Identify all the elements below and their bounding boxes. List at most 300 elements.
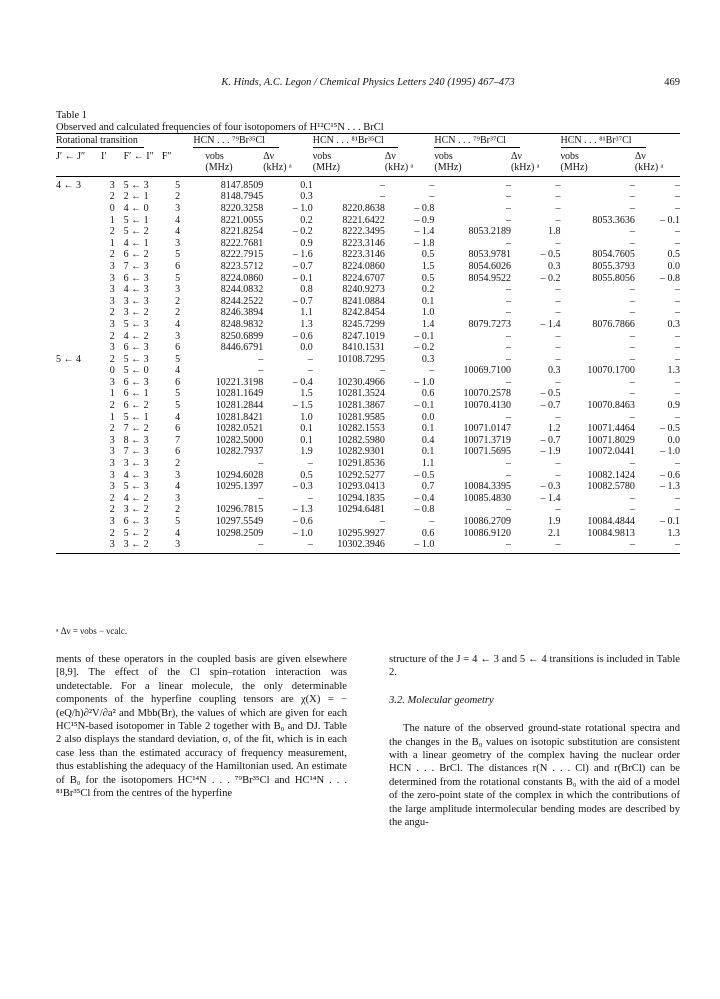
table-cell: 8222.3495 (342, 226, 385, 238)
table-cell: 1.9 (300, 446, 313, 458)
table-cell: 8224.0860 (220, 272, 264, 284)
table-cell: – (629, 353, 635, 365)
col-header-vobs: νobs (560, 150, 579, 162)
table-cell: – (629, 226, 635, 238)
table-row (56, 528, 680, 540)
table-cell: – 0.2 (414, 342, 435, 354)
table-cell: – (379, 191, 385, 203)
table-cell: – (429, 365, 435, 377)
table-cell: 8242.8454 (342, 307, 385, 319)
table-cell: 3 (109, 516, 115, 527)
table-cell: 5 ← 3 (123, 481, 149, 493)
table-cell: – (505, 179, 511, 191)
table-cell: 1.3 (667, 365, 680, 377)
column-header-row (56, 149, 680, 163)
table-cell: – (675, 458, 680, 470)
table-row (56, 342, 680, 354)
unit-khz: (kHz) ᵃ (263, 162, 313, 176)
table-cell: 1.1 (300, 307, 313, 319)
table-cell: 2 (109, 249, 115, 261)
table-cell: 1.0 (421, 307, 435, 319)
table-cell: – (675, 191, 680, 203)
table-row (56, 238, 680, 250)
table-cell: – 1.4 (540, 492, 561, 504)
table-cell: 2.1 (548, 527, 561, 539)
table-cell: 2 (109, 307, 115, 319)
table-row (56, 215, 680, 227)
table-cell: 0.1 (300, 179, 313, 191)
table-cell: 8247.1019 (342, 330, 385, 342)
table-cell (56, 331, 101, 343)
table-cell: 0.0 (667, 434, 680, 446)
table-cell: – (675, 284, 680, 296)
table-cell: 10082.1424 (587, 469, 635, 481)
table-row (56, 176, 680, 191)
table-row (56, 331, 680, 343)
table-cell: 1.0 (300, 411, 313, 423)
table-cell: 3 (162, 539, 194, 553)
table-cell: 3 (175, 492, 181, 504)
table-cell: 7 ← 3 (123, 260, 149, 272)
table-cell (56, 446, 101, 458)
col-header-vobs: νobs (312, 150, 332, 162)
table-cell: – (379, 179, 385, 191)
table-cell: – 0.5 (660, 423, 680, 435)
table-title: Observed and calculated frequencies of four isotopomers of H¹²C¹⁵N . . . BrCl (56, 122, 384, 133)
table-cell: – (258, 365, 264, 377)
table-cell: – 0.8 (660, 272, 680, 284)
table-cell: 0.6 (421, 388, 435, 400)
table-cell: – (675, 504, 680, 516)
table-cell: 0.0 (667, 260, 680, 272)
table-header-row (56, 134, 680, 149)
table-cell: 5 ← 1 (123, 214, 149, 226)
table-cell: 0.7 (421, 481, 435, 493)
table-cell: 6 (175, 260, 181, 272)
table-cell: – (629, 458, 635, 470)
table-footnote: ᵃ Δν = νobs − νcalc. (56, 626, 128, 636)
table-cell: – (555, 458, 561, 470)
table-cell: 7 ← 2 (123, 423, 149, 435)
table-cell: – (629, 504, 635, 516)
table-cell: 5 (175, 353, 181, 365)
col-header-dv: Δν (510, 150, 522, 162)
table-cell: 0.1 (421, 423, 435, 435)
table-cell: 0.9 (667, 400, 680, 412)
table-cell: – 1.4 (414, 226, 435, 238)
table-cell: – (307, 365, 313, 377)
table-cell: 5 (175, 400, 181, 412)
table-cell: 10071.5695 (463, 446, 511, 458)
table-cell (56, 319, 101, 331)
table-cell: 5 ← 0 (123, 365, 149, 377)
table-cell: 0.2 (421, 284, 435, 296)
table-cell: – (629, 411, 635, 423)
table-cell: – (675, 226, 680, 238)
table-cell: 10070.2578 (463, 388, 511, 400)
table-cell: 3 (109, 446, 115, 458)
table-cell: – (505, 411, 511, 423)
table-cell: – (555, 504, 561, 516)
table-cell: 10071.8029 (587, 434, 635, 446)
table-cell: – (555, 295, 561, 307)
table-cell: 10071.0147 (463, 423, 511, 435)
table-cell: – 0.6 (660, 469, 680, 481)
table-cell: 10295.9927 (337, 527, 385, 539)
table-cell: – 1.3 (292, 504, 313, 516)
table-cell: 4 (175, 527, 181, 539)
table-cell: – (555, 191, 561, 203)
table-cell (56, 400, 101, 412)
table-row (56, 249, 680, 261)
table-cell: 3 (109, 376, 115, 388)
table-cell: 8244.2522 (220, 295, 264, 307)
table-cell: – 1.5 (292, 400, 313, 412)
table-cell: – 0.5 (540, 388, 561, 400)
col-header-j: J′ ← J″ (56, 150, 86, 162)
table-cell (56, 238, 101, 250)
isotopomer-header: HCN . . . ⁸¹Br³⁵Cl (313, 134, 435, 149)
table-cell: 1.2 (548, 423, 561, 435)
table-cell: – 0.2 (292, 226, 313, 238)
table-row (56, 458, 680, 470)
col-header-f: F′ ← I″ (123, 150, 154, 162)
table-cell: 2 (109, 492, 115, 504)
table-cell: 5 ← 3 (123, 318, 149, 330)
running-header (56, 77, 680, 93)
table-cell: – (675, 202, 680, 214)
table-cell: 6 ← 3 (123, 516, 149, 527)
table-cell: 3 (175, 330, 181, 342)
table-cell: – 1.0 (292, 527, 313, 539)
table-row (56, 365, 680, 377)
table-cell: 8224.6707 (342, 272, 385, 284)
rotational-transition-header: Rotational transition (56, 134, 193, 149)
table-cell: 10294.1835 (337, 492, 385, 504)
table-cell (56, 273, 101, 285)
table-cell: – (629, 342, 635, 354)
table-cell: 0.4 (421, 434, 435, 446)
table-cell: 10281.8421 (215, 411, 264, 423)
table-cell: 3 (175, 237, 181, 249)
table-cell: – (307, 353, 313, 365)
table-cell: – (505, 237, 511, 249)
body-paragraph: ments of these operators in the coupled basis are given elsewhere [8,9]. The effect of the Cl spin–rotation interaction was undetectable. For a linear molecule, the only determinable components of the hyperfine coupling tensors are χ(X) = −(eQ/h)∂²V/∂a² and Mbb(Br), the values of which are given for each HC¹⁵N-based isotopomer in Table 2 together with B₀ and DJ. Table 2 also displays the standard deviation, σ, of the fit, which is in each case less than the estimated accuracy of frequency measurement, thus establishing the adequacy of the Hamiltonian used. An estimate of B₀ for the isotopomers HC¹⁴N . . . ⁷⁹Br³⁵Cl and HC¹⁴N . . . ⁸¹Br³⁵Cl from the centres of the hyperfine (56, 654, 347, 800)
table-cell: – (555, 330, 561, 342)
table-cell: 8220.8638 (342, 202, 385, 214)
table-cell: 0.1 (300, 423, 313, 435)
table-cell: – (561, 539, 635, 553)
table-cell (56, 365, 101, 377)
table-cell: – (505, 191, 511, 203)
table-cell: 10108.7295 (337, 353, 385, 365)
table-cell: 4 (175, 214, 181, 226)
table-cell: – 0.4 (414, 492, 435, 504)
table-cell: – (555, 214, 561, 226)
table-cell: – 0.1 (292, 272, 313, 284)
table-cell: – (629, 295, 635, 307)
table-cell: 4 ← 1 (123, 237, 149, 249)
table-cell: 8241.0884 (342, 295, 385, 307)
table-cell: – (629, 307, 635, 319)
table-cell: 7 (175, 434, 181, 446)
table-body (56, 176, 680, 553)
table-cell: 10069.7100 (463, 365, 511, 377)
table-cell: 3 ← 2 (124, 539, 162, 553)
table-label: Table 1 (56, 110, 88, 121)
table-cell: – 0.1 (414, 400, 435, 412)
col-header-ff: F″ (161, 150, 172, 162)
table-row (56, 493, 680, 505)
table-cell: 6 (175, 446, 181, 458)
table-cell: 10084.3395 (463, 481, 511, 493)
table-cell: – (629, 179, 635, 191)
col-header-vobs: νobs (434, 150, 453, 162)
table-cell: 4 (175, 318, 181, 330)
table-cell: 0.3 (421, 353, 435, 365)
table-cell: – (555, 284, 561, 296)
table-cell: – 1.0 (385, 539, 435, 553)
table-row (56, 354, 680, 366)
table-cell: – (675, 353, 680, 365)
table-cell (56, 203, 101, 215)
table-cell: – (193, 539, 263, 553)
table-cell: – 0.7 (540, 400, 561, 412)
table-cell: – 1.0 (292, 202, 313, 214)
table-cell: 2 (109, 353, 115, 365)
table-cell: 3 ← 3 (123, 295, 149, 307)
table-cell: 5 (175, 249, 181, 261)
table-cell: 10282.5980 (337, 434, 385, 446)
table-cell: 0.2 (300, 214, 313, 226)
table-cell: – 0.1 (660, 214, 680, 226)
table-cell: 8245.7299 (342, 318, 385, 330)
table-cell: – (555, 307, 561, 319)
table-cell (56, 528, 101, 540)
table-cell: – (675, 307, 680, 319)
table-cell: – (434, 539, 511, 553)
table-caption (56, 110, 384, 134)
table-cell (56, 412, 101, 424)
table-row (56, 446, 680, 458)
table-cell: – 0.6 (292, 516, 313, 527)
table-cell: – (505, 214, 511, 226)
table-cell: 0.0 (421, 411, 435, 423)
table-cell (56, 481, 101, 493)
table-cell: – (675, 492, 680, 504)
isotopomer-header: HCN . . . ⁷⁹Br³⁵Cl (193, 134, 312, 149)
table-cell: 8250.6899 (220, 330, 264, 342)
table-cell: 3 (109, 458, 115, 470)
table-cell: – (505, 469, 511, 481)
table-row (56, 481, 680, 493)
table-cell: 10293.0413 (337, 481, 385, 493)
table-cell (56, 470, 101, 482)
col-header-vobs: νobs (205, 150, 224, 162)
table-cell: – 1.4 (540, 318, 561, 330)
col-header-i: I′ (101, 150, 107, 162)
table-cell: 8222.7915 (220, 249, 264, 261)
table-cell: 10084.4844 (587, 516, 635, 527)
table-cell: – 0.9 (414, 214, 435, 226)
table-cell: 1.5 (300, 388, 313, 400)
table-cell: – (629, 376, 635, 388)
table-cell: 3 (109, 342, 115, 354)
table-cell: 10282.1553 (337, 423, 385, 435)
table-cell: 10294.6481 (337, 504, 385, 516)
table-cell: – (505, 202, 511, 214)
table-cell: 2 (175, 191, 181, 203)
table-cell: 0.3 (548, 260, 561, 272)
table-cell: 3 (109, 295, 115, 307)
table-cell: 4 (175, 365, 181, 377)
table-cell: – (307, 458, 313, 470)
table-cell: 6 (175, 342, 181, 354)
table-cell (56, 342, 101, 354)
table-cell: 8446.6791 (220, 342, 264, 354)
table-cell: 0.3 (300, 191, 313, 203)
table-cell: – (629, 492, 635, 504)
table-cell: 5 (175, 179, 181, 191)
table-cell: 2 (109, 400, 115, 412)
table-cell: 8221.0055 (220, 214, 264, 226)
table-row (56, 516, 680, 528)
table-cell: – (505, 504, 511, 516)
table-cell: 8223.3146 (342, 249, 385, 261)
table-cell: – (258, 492, 264, 504)
table-cell (56, 504, 101, 516)
table-cell: 2 (109, 504, 115, 516)
table-cell: 1.5 (421, 260, 435, 272)
table-cell: 8221.6422 (342, 214, 385, 226)
table-cell: 3 (109, 318, 115, 330)
table-cell: 10086.9120 (463, 527, 511, 539)
table-cell: 8410.1531 (342, 342, 385, 354)
table-cell: 3 (109, 272, 115, 284)
table-cell: – 0.8 (414, 504, 435, 516)
unit-mhz: (MHz) (313, 162, 385, 176)
table-cell (56, 539, 101, 553)
table-cell: 10296.7815 (215, 504, 264, 516)
table-cell: – 0.4 (292, 376, 313, 388)
table-cell: 0 (109, 365, 115, 377)
table-cell: – (675, 411, 680, 423)
table-cell: 5 ← 3 (123, 179, 149, 191)
table-cell: 10281.2844 (215, 400, 264, 412)
table-cell (56, 296, 101, 308)
table-cell: 10071.3719 (463, 434, 511, 446)
col-header-dv: Δν (384, 150, 396, 162)
table-cell: 8055.8056 (592, 272, 635, 284)
table-row (56, 261, 680, 273)
table-cell: – (258, 353, 264, 365)
table-cell: 5 ← 3 (123, 353, 149, 365)
table-cell: 10298.2509 (215, 527, 264, 539)
table-cell: 2 (109, 330, 115, 342)
table-cell: 0.8 (300, 284, 313, 296)
page-number: 469 (664, 77, 680, 88)
table-cell (56, 377, 101, 389)
table-cell: 0.5 (300, 469, 313, 481)
table-cell: 4 (175, 411, 181, 423)
table-cell: 6 ← 3 (123, 376, 149, 388)
table-cell: 1 (109, 237, 115, 249)
table-cell: 5 ← 2 (123, 226, 149, 238)
table-cell: – (635, 539, 680, 553)
col-header-dv: Δν (634, 150, 646, 162)
table-cell: – 1.9 (540, 446, 561, 458)
table-cell: 1.9 (548, 516, 561, 527)
table-cell: 10282.9301 (337, 446, 385, 458)
table-cell: – 0.6 (292, 330, 313, 342)
table-cell: 6 ← 3 (123, 342, 149, 354)
table-cell: – (555, 202, 561, 214)
table-cell: 10086.2709 (463, 516, 511, 527)
unit-khz: (kHz) ᵃ (385, 162, 435, 176)
table-cell: – (629, 388, 635, 400)
table-cell: 10071.4464 (587, 423, 635, 435)
table-cell (56, 284, 101, 296)
table-cell: 3 (109, 260, 115, 272)
table-cell: – (429, 191, 435, 203)
table-row (56, 539, 680, 553)
table-row (56, 296, 680, 308)
table-cell: – (555, 353, 561, 365)
table-cell: 0.6 (421, 527, 435, 539)
table-cell: – (555, 376, 561, 388)
table-cell: 5 ← 2 (123, 527, 149, 539)
table-row (56, 377, 680, 389)
table-cell: – (505, 353, 511, 365)
table-cell: 1 (109, 411, 115, 423)
table-cell: 1.3 (667, 527, 680, 539)
col-header-dv: Δν (263, 150, 275, 162)
table-cell: 4 ← 3 (123, 469, 149, 481)
table-cell: – (629, 284, 635, 296)
table-cell (56, 307, 101, 319)
table-cell: 6 (175, 423, 181, 435)
table-cell: 10072.0441 (587, 446, 635, 458)
table-cell: 10295.1397 (215, 481, 264, 493)
table-cell: 5 (175, 272, 181, 284)
table-cell: 2 (109, 191, 115, 203)
body-column-right (389, 653, 680, 829)
table-cell: – 0.8 (414, 202, 435, 214)
table-cell: – (505, 307, 511, 319)
table-cell: – (629, 191, 635, 203)
table-cell: – 0.3 (540, 481, 561, 493)
table-row (56, 319, 680, 331)
table-cell: 10297.5549 (215, 516, 264, 527)
table-cell: 2 (175, 307, 181, 319)
table-cell: 10282.7937 (215, 446, 264, 458)
table-cell: 8 ← 3 (123, 434, 149, 446)
table-cell: – 0.7 (292, 260, 313, 272)
table-cell: 8220.3258 (220, 202, 264, 214)
table-row (56, 412, 680, 424)
table-cell: 3 (109, 284, 115, 296)
unit-mhz: (MHz) (561, 162, 635, 176)
table-cell: 10281.1649 (215, 388, 264, 400)
table-cell: 5 ← 1 (123, 411, 149, 423)
table-cell: 0.5 (667, 249, 680, 261)
table-cell: 10082.5780 (587, 481, 635, 493)
frequency-table (56, 133, 680, 554)
table-cell: 10070.4130 (463, 400, 511, 412)
table-cell: 8053.3636 (592, 214, 635, 226)
table-cell: – 0.1 (414, 330, 435, 342)
table-cell: 8222.7681 (220, 237, 264, 249)
